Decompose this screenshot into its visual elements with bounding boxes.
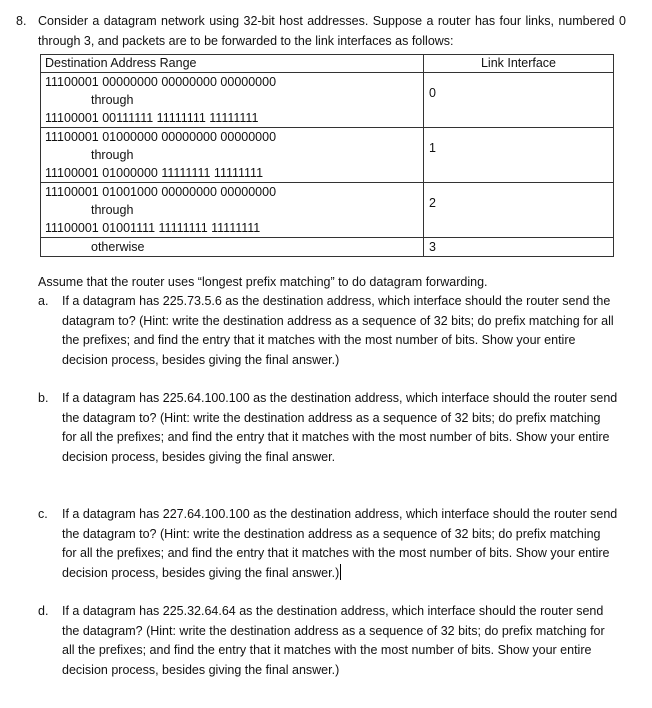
- range-through: through: [91, 203, 134, 217]
- table-row: [41, 183, 614, 238]
- address-range-cell: [41, 128, 424, 183]
- question-stem: Consider a datagram network using 32-bit host addresses. Suppose a router has four links, numbered 0 through 3, and packets are to be forwarded to the link interfaces as follows:: [38, 14, 626, 48]
- subquestion-letter: c.: [38, 507, 48, 521]
- address-range-cell: [41, 183, 424, 238]
- subquestion-c: [38, 505, 618, 583]
- otherwise-label: otherwise: [91, 240, 145, 254]
- interface-value: 2: [429, 196, 436, 210]
- interface-cell: [424, 183, 614, 238]
- header-link-interface: Link Interface: [424, 55, 614, 73]
- question-number: 8.: [16, 14, 27, 28]
- interface-cell: [424, 128, 614, 183]
- subquestion-letter: a.: [38, 294, 49, 308]
- subquestion-text: If a datagram has 225.73.5.6 as the destination address, which interface should the router send the datagram to? (Hint: write the destination address as a sequence of 32 bits; do prefix matching for all the prefixes; and find the entry that it matches with the most number of bits. Show your entire decision process, besides giving the final answer.): [62, 294, 614, 367]
- subquestion-text-content: If a datagram has 227.64.100.100 as the destination address, which interface should the router send the datagram to? (Hint: write the destination address as a sequence of 32 bits; do prefix matching for all the prefixes; and find the entry that it matches with the most number of bits. Show your entire decision process, besides giving the final answer.): [62, 507, 618, 580]
- interface-value: 3: [429, 240, 436, 254]
- assumption-text: Assume that the router uses “longest prefix matching” to do datagram forwarding.: [38, 275, 488, 289]
- table-header-row: [41, 55, 614, 73]
- range-through: through: [91, 148, 134, 162]
- table-row-otherwise: [41, 238, 614, 257]
- question-8: [16, 12, 626, 51]
- interface-cell: [424, 238, 614, 257]
- range-start: 11100001 01000000 00000000 00000000: [45, 130, 277, 144]
- forwarding-table: [40, 54, 614, 257]
- subquestion-letter: d.: [38, 604, 49, 618]
- table-row: [41, 128, 614, 183]
- subquestion-d: [38, 602, 618, 680]
- otherwise-cell: [41, 238, 424, 257]
- interface-cell: [424, 73, 614, 128]
- header-destination-range: Destination Address Range: [41, 55, 424, 73]
- interface-value: 0: [429, 86, 436, 100]
- text-cursor: [340, 564, 341, 580]
- subquestion-text: If a datagram has 225.64.100.100 as the destination address, which interface should the router send the datagram to? (Hint: write the destination address as a sequence of 32 bits; do prefix matching for all the prefixes; and find the entry that it matches with the most number of bits. Show your entire decision process, besides giving the final answer.: [62, 391, 618, 464]
- subquestion-a: [38, 292, 618, 370]
- range-end: 11100001 01001111 11111111 11111111: [45, 221, 261, 235]
- range-start: 11100001 00000000 00000000 00000000: [45, 75, 277, 89]
- subquestion-text[interactable]: [62, 505, 618, 583]
- subquestion-text: If a datagram has 225.32.64.64 as the destination address, which interface should the router send the datagram? (Hint: write the destination address as a sequence of 32 bits; do prefix matching for all the prefixes; and find the entry that it matches with the most number of bits. Show your entire decision process, besides giving the final answer.): [62, 604, 605, 677]
- address-range-cell: [41, 73, 424, 128]
- table-row: [41, 73, 614, 128]
- range-end: 11100001 01000000 11111111 11111111: [45, 166, 264, 180]
- subquestion-letter: b.: [38, 391, 49, 405]
- range-end: 11100001 00111111 11111111 11111111: [45, 111, 259, 125]
- range-through: through: [91, 93, 134, 107]
- range-start: 11100001 01001000 00000000 00000000: [45, 185, 277, 199]
- interface-value: 1: [429, 141, 436, 155]
- subquestion-b: [38, 389, 618, 467]
